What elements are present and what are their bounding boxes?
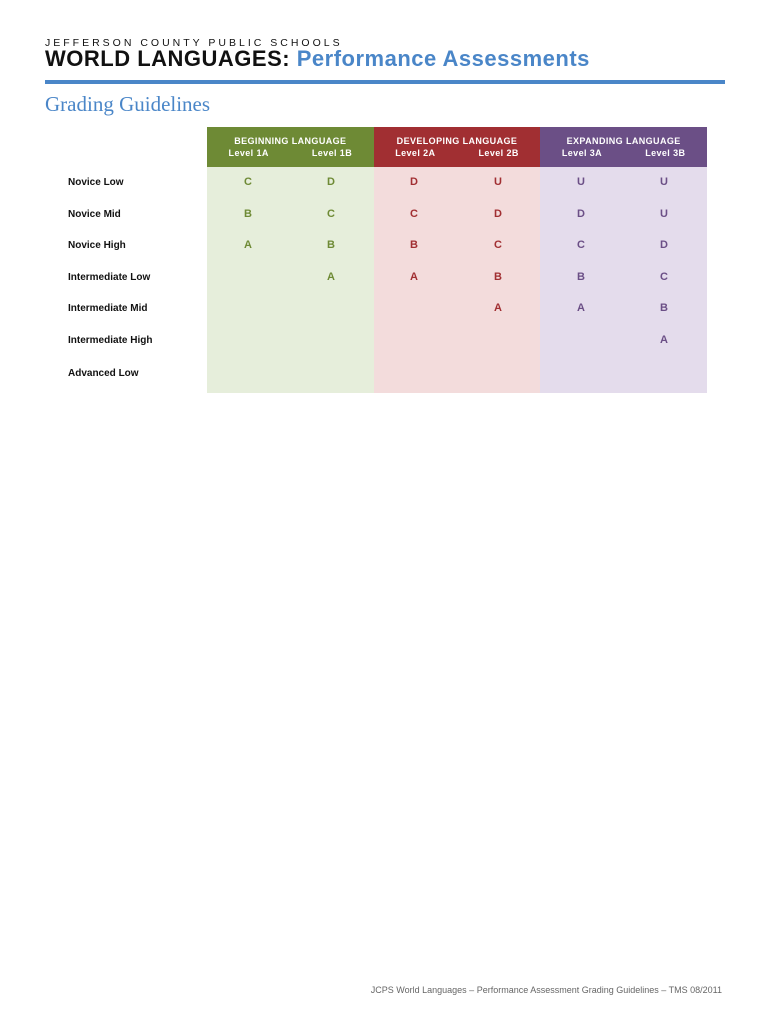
row-label: Intermediate High <box>68 335 153 346</box>
grade-cell: A <box>660 334 668 346</box>
grade-cell: C <box>244 176 252 188</box>
grade-cell: C <box>577 239 585 251</box>
title-rule <box>45 80 725 84</box>
band-header <box>540 127 707 167</box>
band-beginning <box>207 127 374 393</box>
row-label: Novice Low <box>68 177 124 188</box>
grade-cell: C <box>327 208 335 220</box>
grade-cell: C <box>660 271 668 283</box>
band-header <box>207 127 374 167</box>
grade-cell: A <box>410 271 418 283</box>
band-name: EXPANDING LANGUAGE <box>566 135 681 146</box>
band-levels <box>207 147 374 160</box>
band-expanding <box>540 127 707 393</box>
grade-cell: D <box>410 176 418 188</box>
grade-cell: C <box>494 239 502 251</box>
row-label: Novice Mid <box>68 209 121 220</box>
title-bold: WORLD LANGUAGES: <box>45 46 291 71</box>
row-label: Novice High <box>68 240 126 251</box>
band-levels <box>374 147 541 160</box>
grade-cell: U <box>577 176 585 188</box>
grade-cell: A <box>577 302 585 314</box>
grade-cell: U <box>660 176 668 188</box>
level-label: Level 3B <box>645 147 686 158</box>
grade-cell: B <box>410 239 418 251</box>
level-label: Level 1B <box>311 147 353 158</box>
section-subtitle: Grading Guidelines <box>45 92 211 116</box>
band-developing <box>374 127 541 393</box>
grade-cell: D <box>494 208 502 220</box>
grade-cell: A <box>244 239 252 251</box>
org-name: JEFFERSON COUNTY PUBLIC SCHOOLS <box>45 37 343 49</box>
grade-cell: B <box>660 302 668 314</box>
title-accent: Performance Assessments <box>296 46 590 71</box>
grade-cell: U <box>494 176 502 188</box>
grade-cell: U <box>660 208 668 220</box>
level-label: Level 1A <box>228 147 269 158</box>
band-levels <box>540 147 707 160</box>
band-name: BEGINNING LANGUAGE <box>234 135 347 146</box>
level-label: Level 2B <box>478 147 519 158</box>
grade-cell: A <box>494 302 502 314</box>
band-header <box>374 127 541 167</box>
grade-cell: C <box>410 208 418 220</box>
band-name: DEVELOPING LANGUAGE <box>396 135 518 146</box>
grade-cell: D <box>577 208 585 220</box>
level-label: Level 3A <box>561 147 603 158</box>
row-label: Intermediate Low <box>68 272 151 283</box>
page-footer: JCPS World Languages – Performance Assessment Grading Guidelines – TMS 08/2011 <box>370 985 722 995</box>
grade-cell: B <box>577 271 585 283</box>
grade-cell: B <box>327 239 335 251</box>
grade-cell: A <box>327 271 335 283</box>
grading-table <box>207 127 707 393</box>
grade-cell: D <box>660 239 668 251</box>
row-label: Advanced Low <box>68 368 139 379</box>
level-label: Level 2A <box>395 147 436 158</box>
grade-cell: B <box>244 208 252 220</box>
page-title <box>45 46 590 72</box>
grade-cell: B <box>494 271 502 283</box>
row-label: Intermediate Mid <box>68 303 148 314</box>
grade-cell: D <box>327 176 335 188</box>
